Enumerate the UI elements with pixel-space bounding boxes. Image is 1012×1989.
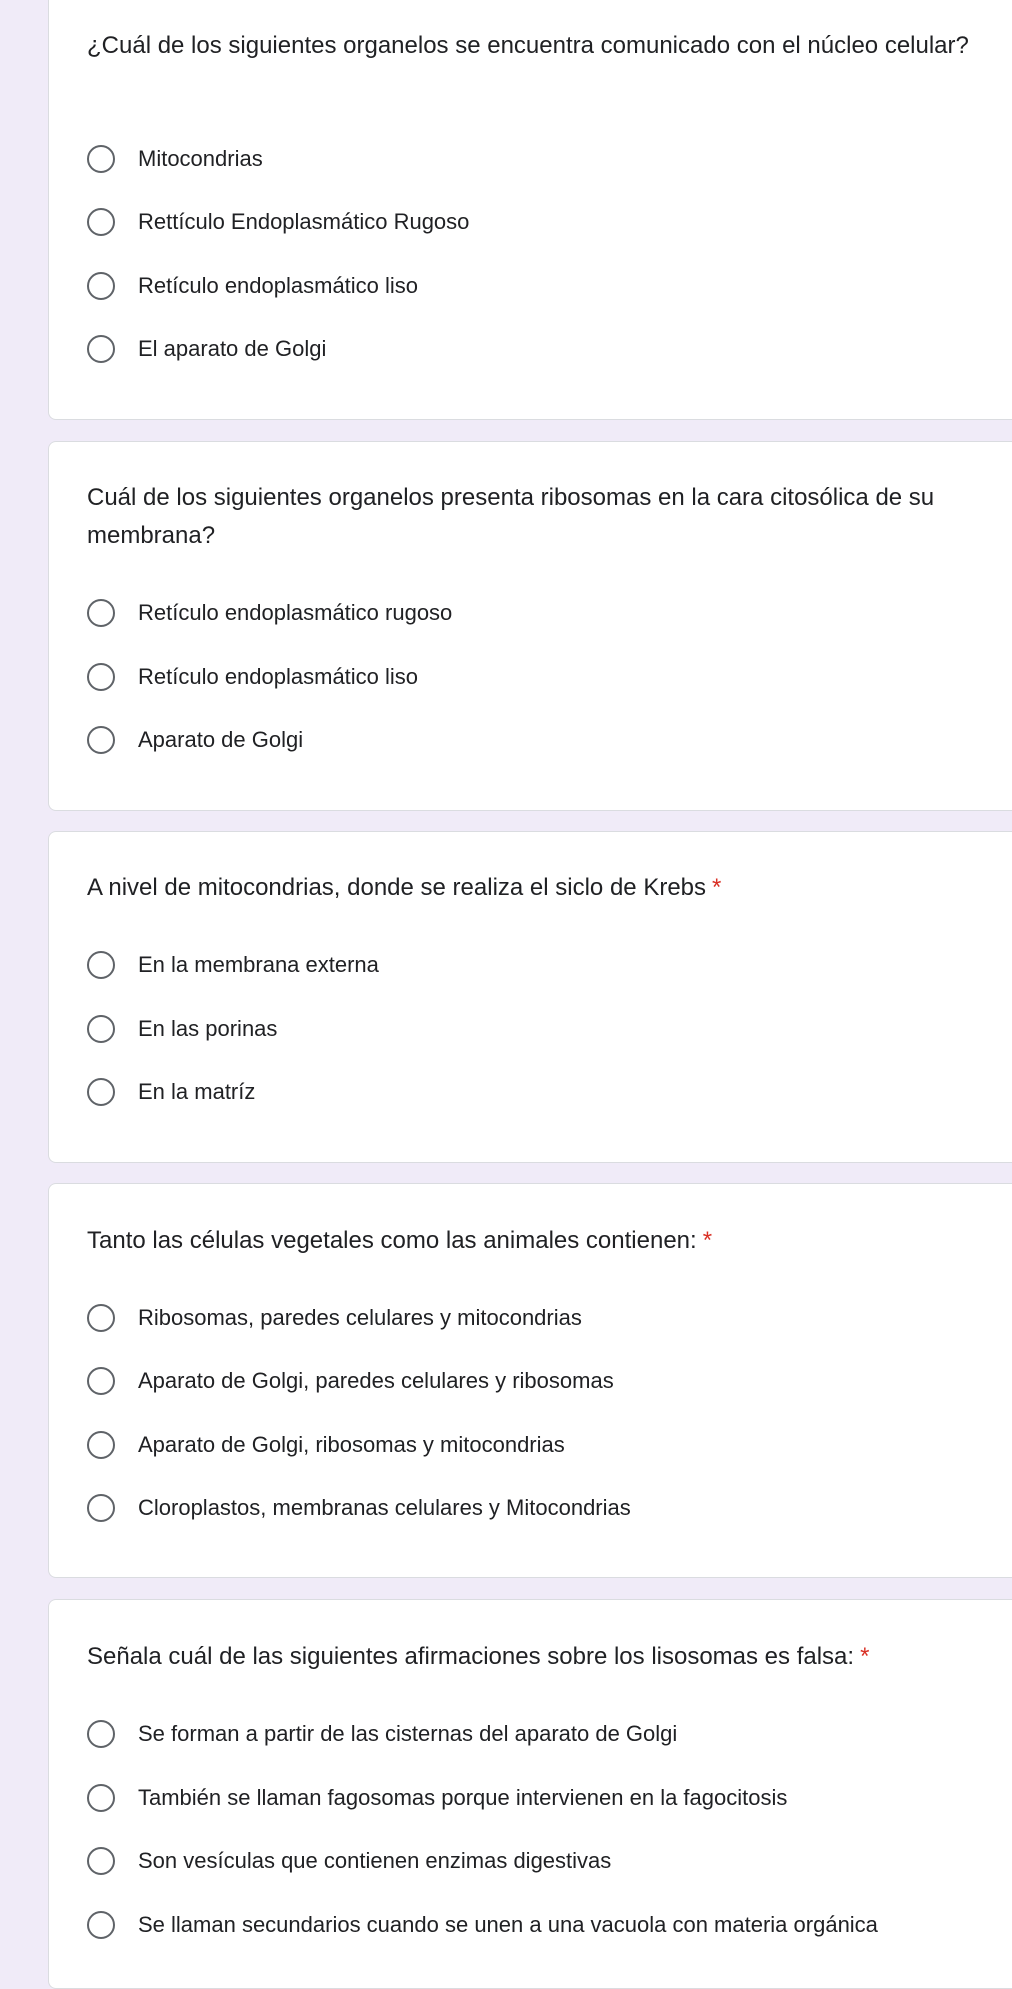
radio-icon[interactable] <box>87 663 115 691</box>
required-asterisk: * <box>712 874 722 901</box>
question-text: ¿Cuál de los siguientes organelos se encuentra comunicado con el núcleo celular? <box>87 32 969 59</box>
radio-icon[interactable] <box>87 726 115 754</box>
radio-icon[interactable] <box>87 208 115 236</box>
option-label: También se llaman fagosomas porque intervienen en la fagocitosis <box>138 1785 788 1810</box>
option-reticulo-rugoso[interactable] <box>87 593 452 633</box>
option-reticulo-liso[interactable] <box>87 657 418 697</box>
option-label: Ribosomas, paredes celulares y mitocondrias <box>138 1305 582 1330</box>
radio-icon[interactable] <box>87 272 115 300</box>
radio-icon[interactable] <box>87 1847 115 1875</box>
option-membrana-externa[interactable] <box>87 945 379 985</box>
option-label: Aparato de Golgi, ribosomas y mitocondrias <box>138 1432 565 1457</box>
required-asterisk: * <box>702 1227 713 1254</box>
question-card-3 <box>48 831 1012 1163</box>
question-card-2 <box>48 441 1012 811</box>
radio-icon[interactable] <box>87 1078 115 1106</box>
question-text: Cuál de los siguientes organelos presenta ribosomas en la cara citosólica de su membrana? <box>87 484 935 549</box>
radio-icon[interactable] <box>87 145 115 173</box>
option-label: Retículo endoplasmático liso <box>138 664 419 689</box>
radio-icon[interactable] <box>87 1720 115 1748</box>
question-title <box>87 479 992 555</box>
option-aparato-golgi[interactable] <box>87 720 303 760</box>
question-title <box>87 1638 992 1676</box>
option-ribosomas-paredes-mitocondrias[interactable] <box>87 1298 582 1338</box>
question-card-5 <box>48 1599 1012 1989</box>
radio-icon[interactable] <box>87 1494 115 1522</box>
question-card-4 <box>48 1183 1012 1578</box>
required-asterisk: * <box>860 1643 870 1670</box>
option-golgi-paredes-ribosomas[interactable] <box>87 1361 614 1401</box>
option-label: Se llaman secundarios cuando se unen a una vacuola con materia orgánica <box>138 1912 878 1937</box>
radio-icon[interactable] <box>87 1431 115 1459</box>
radio-icon[interactable] <box>87 599 115 627</box>
option-reticulo-rugoso[interactable] <box>87 202 469 242</box>
question-title <box>87 1222 992 1260</box>
question-text: Señala cuál de las siguientes afirmaciones sobre los lisosomas es falsa: <box>87 1643 855 1670</box>
option-label: Son vesículas que contienen enzimas digestivas <box>138 1848 612 1873</box>
question-text: Tanto las células vegetales como las animales contienen: <box>87 1227 697 1254</box>
option-label: Aparato de Golgi, paredes celulares y ribosomas <box>138 1368 614 1393</box>
radio-icon[interactable] <box>87 951 115 979</box>
option-label: En las porinas <box>138 1016 278 1041</box>
option-label: Se forman a partir de las cisternas del aparato de Golgi <box>138 1721 678 1746</box>
question-text: A nivel de mitocondrias, donde se realiza el siclo de Krebs <box>87 874 707 901</box>
option-secundarios-vacuola[interactable] <box>87 1905 878 1945</box>
radio-icon[interactable] <box>87 335 115 363</box>
option-fagosomas[interactable] <box>87 1778 787 1818</box>
option-porinas[interactable] <box>87 1009 277 1049</box>
question-title <box>87 27 992 65</box>
option-golgi-ribosomas-mitocondrias[interactable] <box>87 1425 565 1465</box>
option-label: Mitocondrias <box>138 146 263 171</box>
option-vesiculas-enzimas[interactable] <box>87 1841 611 1881</box>
option-reticulo-liso[interactable] <box>87 266 418 306</box>
radio-icon[interactable] <box>87 1015 115 1043</box>
option-label: El aparato de Golgi <box>138 336 327 361</box>
question-card-1 <box>48 0 1012 420</box>
option-label: En la membrana externa <box>138 952 379 977</box>
radio-icon[interactable] <box>87 1367 115 1395</box>
question-title <box>87 869 992 907</box>
option-cloroplastos-membranas-mitocondrias[interactable] <box>87 1488 631 1528</box>
option-label: Retículo endoplasmático rugoso <box>138 600 453 625</box>
option-matriz[interactable] <box>87 1072 255 1112</box>
option-cisternas-golgi[interactable] <box>87 1714 677 1754</box>
radio-icon[interactable] <box>87 1304 115 1332</box>
option-label: En la matríz <box>138 1079 256 1104</box>
option-label: Cloroplastos, membranas celulares y Mitocondrias <box>138 1495 631 1520</box>
option-mitocondrias[interactable] <box>87 139 263 179</box>
option-aparato-golgi[interactable] <box>87 329 326 369</box>
option-label: Retículo endoplasmático liso <box>138 273 419 298</box>
option-label: Aparato de Golgi <box>138 727 304 752</box>
radio-icon[interactable] <box>87 1784 115 1812</box>
option-label: Rettículo Endoplasmático Rugoso <box>138 209 470 234</box>
radio-icon[interactable] <box>87 1911 115 1939</box>
